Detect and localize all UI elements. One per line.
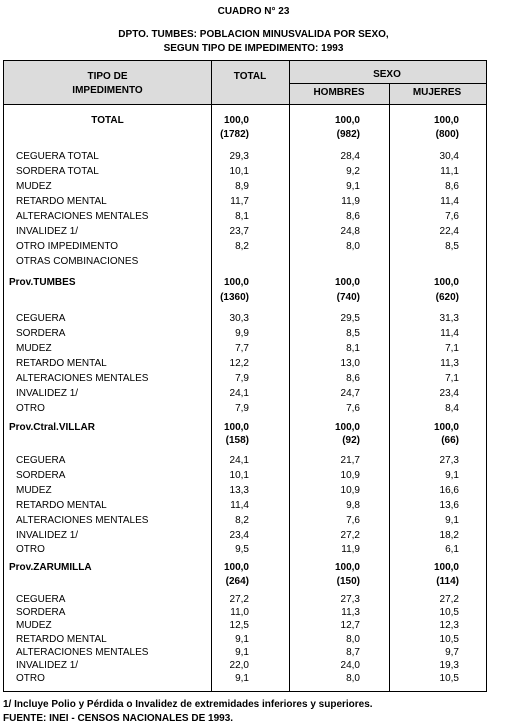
- table-row: [4, 239, 486, 254]
- table-row: [4, 371, 486, 386]
- cell-hombres: 9,1: [346, 181, 360, 192]
- table-row: [4, 483, 486, 498]
- section-abs-mujeres: (800): [435, 129, 459, 140]
- cell-mujeres: 11,4: [440, 328, 459, 339]
- cell-hombres: 8,1: [346, 343, 360, 354]
- cell-hombres: 12,7: [340, 620, 360, 631]
- cell-total: 11,7: [230, 196, 249, 207]
- cell-mujeres: 9,1: [445, 470, 459, 481]
- header-hombres: HOMBRES: [313, 87, 365, 98]
- table-row: [4, 401, 486, 416]
- cell-mujeres: 18,2: [439, 530, 459, 541]
- row-label: ALTERACIONES MENTALES: [16, 647, 149, 658]
- cell-hombres: 11,3: [341, 607, 360, 618]
- table-row: [4, 618, 486, 633]
- cell-hombres: 11,9: [341, 544, 360, 555]
- cell-hombres: 8,5: [346, 328, 360, 339]
- cell-total: 9,1: [235, 634, 249, 645]
- cell-hombres: 8,6: [346, 211, 360, 222]
- table-row: [4, 528, 486, 543]
- section-pct-mujeres: 100,0: [433, 115, 459, 126]
- section-abs-mujeres: (114): [436, 576, 459, 587]
- cell-hombres: 24,0: [340, 660, 360, 671]
- cell-total: 23,7: [229, 226, 249, 237]
- section-pct-mujeres: 100,0: [433, 562, 459, 573]
- section-abs-mujeres: (620): [435, 292, 459, 303]
- section-abs-row: [4, 127, 486, 142]
- cell-total: 7,7: [235, 343, 249, 354]
- row-label: ALTERACIONES MENTALES: [16, 515, 149, 526]
- cell-mujeres: 12,3: [439, 620, 459, 631]
- cuadro-number: CUADRO N° 23: [217, 6, 290, 17]
- cell-mujeres: 27,2: [439, 594, 459, 605]
- table-row: [4, 341, 486, 356]
- cell-mujeres: 10,5: [439, 634, 459, 645]
- cell-mujeres: 11,3: [440, 358, 459, 369]
- section-pct-total: 100,0: [223, 277, 249, 288]
- section-pct-hombres: 100,0: [334, 422, 360, 433]
- section-pct-total: 100,0: [223, 422, 249, 433]
- row-label: OTRO: [16, 544, 45, 555]
- table-row: [4, 671, 486, 686]
- cell-hombres: 10,9: [340, 485, 360, 496]
- cell-hombres: 9,8: [346, 500, 360, 511]
- cell-total: 7,9: [235, 373, 249, 384]
- row-label: SORDERA TOTAL: [16, 166, 99, 177]
- row-label: RETARDO MENTAL: [16, 634, 107, 645]
- section-title: Prov.ZARUMILLA: [9, 562, 92, 573]
- row-label: MUDEZ: [16, 181, 52, 192]
- header-tipo: [4, 70, 211, 98]
- section-abs-total: (1360): [220, 292, 249, 303]
- row-label: INVALIDEZ 1/: [16, 226, 79, 237]
- cell-hombres: 28,4: [340, 151, 360, 162]
- table-row: [4, 209, 486, 224]
- section-abs-hombres: (740): [336, 292, 360, 303]
- section-abs-hombres: (982): [336, 129, 360, 140]
- cell-total: 12,5: [229, 620, 249, 631]
- data-table: [3, 60, 487, 692]
- table-row: [4, 194, 486, 209]
- cell-total: 9,9: [235, 328, 249, 339]
- cell-total: 11,0: [230, 607, 249, 618]
- source-note: FUENTE: INEI - CENSOS NACIONALES DE 1993.: [3, 713, 234, 724]
- cell-hombres: 24,8: [340, 226, 360, 237]
- table-header: [4, 61, 486, 105]
- cell-mujeres: 10,5: [439, 673, 459, 684]
- cell-total: 24,1: [229, 455, 249, 466]
- cell-hombres: 7,6: [346, 403, 360, 414]
- section-abs-row: [4, 290, 486, 305]
- row-label: ALTERACIONES MENTALES: [16, 373, 149, 384]
- row-label: RETARDO MENTAL: [16, 196, 107, 207]
- row-label: SORDERA: [16, 470, 66, 481]
- table-row: [4, 356, 486, 371]
- cell-mujeres: 30,4: [439, 151, 459, 162]
- cell-total: 30,3: [229, 313, 249, 324]
- cell-total: 27,2: [229, 594, 249, 605]
- cell-hombres: 13,0: [340, 358, 360, 369]
- header-mujeres: MUJERES: [412, 87, 462, 98]
- cell-total: 12,2: [229, 358, 249, 369]
- header-tipo-line2: IMPEDIMENTO: [72, 85, 143, 96]
- section-abs-total: (158): [225, 435, 249, 446]
- cell-hombres: 21,7: [340, 455, 360, 466]
- cell-total: 24,1: [229, 388, 249, 399]
- header-tipo-line1: TIPO DE: [87, 71, 128, 82]
- table-row: [4, 311, 486, 326]
- section-title: Prov.Ctral.VILLAR: [9, 422, 95, 433]
- row-label: CEGUERA: [16, 594, 66, 605]
- cell-total: 13,3: [229, 485, 249, 496]
- cell-hombres: 8,6: [346, 373, 360, 384]
- cell-mujeres: 27,3: [439, 455, 459, 466]
- cell-hombres: 10,9: [340, 470, 360, 481]
- cell-total: 8,9: [235, 181, 249, 192]
- cell-hombres: 8,0: [346, 673, 360, 684]
- table-title-line1: DPTO. TUMBES: POBLACION MINUSVALIDA POR SEXO,: [118, 29, 389, 40]
- section-pct-hombres: 100,0: [334, 562, 360, 573]
- cell-mujeres: 6,1: [445, 544, 459, 555]
- cell-mujeres: 8,4: [445, 403, 459, 414]
- table-row: [4, 326, 486, 341]
- cell-hombres: 24,7: [340, 388, 360, 399]
- table-row: [4, 468, 486, 483]
- cell-hombres: 29,5: [340, 313, 360, 324]
- table-row: [4, 179, 486, 194]
- cell-total: 23,4: [229, 530, 249, 541]
- row-label: RETARDO MENTAL: [16, 500, 107, 511]
- table-row: [4, 453, 486, 468]
- cell-total: 9,5: [235, 544, 249, 555]
- table-row: [4, 498, 486, 513]
- section-abs-total: (1782): [220, 129, 249, 140]
- row-label: INVALIDEZ 1/: [16, 660, 79, 671]
- cell-mujeres: 31,3: [439, 313, 459, 324]
- row-label: MUDEZ: [16, 620, 52, 631]
- cell-hombres: 9,2: [346, 166, 360, 177]
- cell-total: 9,1: [235, 673, 249, 684]
- table-row: [4, 513, 486, 528]
- row-label: OTRO: [16, 673, 45, 684]
- cell-hombres: 11,9: [341, 196, 360, 207]
- cell-hombres: 8,0: [346, 634, 360, 645]
- cell-mujeres: 9,1: [445, 515, 459, 526]
- section-abs-mujeres: (66): [441, 435, 459, 446]
- section-header-row: [4, 560, 486, 575]
- table-row: [4, 164, 486, 179]
- section-abs-row: [4, 574, 486, 589]
- cell-mujeres: 19,3: [439, 660, 459, 671]
- row-label: MUDEZ: [16, 343, 52, 354]
- cell-total: 7,9: [235, 403, 249, 414]
- row-label: CEGUERA: [16, 455, 66, 466]
- section-title: Prov.TUMBES: [9, 277, 76, 288]
- cell-mujeres: 8,5: [445, 241, 459, 252]
- cell-total: 11,4: [230, 500, 249, 511]
- cell-total: 8,1: [235, 211, 249, 222]
- header-total: TOTAL: [233, 71, 267, 82]
- section-pct-total: 100,0: [223, 115, 249, 126]
- row-label: CEGUERA: [16, 313, 66, 324]
- cell-mujeres: 7,1: [445, 373, 459, 384]
- cell-hombres: 27,3: [340, 594, 360, 605]
- cell-mujeres: 11,4: [440, 196, 459, 207]
- cell-total: 22,0: [229, 660, 249, 671]
- row-label: INVALIDEZ 1/: [16, 388, 79, 399]
- table-row: [4, 149, 486, 164]
- table-row: [4, 254, 486, 269]
- section-pct-total: 100,0: [223, 562, 249, 573]
- section-pct-mujeres: 100,0: [433, 277, 459, 288]
- cell-mujeres: 22,4: [439, 226, 459, 237]
- section-pct-hombres: 100,0: [334, 115, 360, 126]
- cell-mujeres: 16,6: [439, 485, 459, 496]
- cell-total: 10,1: [229, 470, 249, 481]
- cell-mujeres: 8,6: [445, 181, 459, 192]
- row-label: ALTERACIONES MENTALES: [16, 211, 149, 222]
- header-sexo: SEXO: [373, 69, 401, 80]
- cell-hombres: 8,0: [346, 241, 360, 252]
- section-abs-total: (264): [225, 576, 249, 587]
- cell-mujeres: 7,6: [445, 211, 459, 222]
- row-label: CEGUERA TOTAL: [16, 151, 99, 162]
- section-abs-hombres: (150): [336, 576, 360, 587]
- table-row: [4, 386, 486, 401]
- cell-mujeres: 13,6: [439, 500, 459, 511]
- cell-mujeres: 7,1: [445, 343, 459, 354]
- cell-mujeres: 11,1: [440, 166, 459, 177]
- row-label: OTRAS COMBINACIONES: [16, 256, 139, 267]
- cell-total: 8,2: [235, 241, 249, 252]
- section-header-row: [4, 275, 486, 290]
- cell-total: 8,2: [235, 515, 249, 526]
- table-row: [4, 542, 486, 557]
- cell-total: 10,1: [229, 166, 249, 177]
- section-abs-hombres: (92): [342, 435, 360, 446]
- row-label: RETARDO MENTAL: [16, 358, 107, 369]
- table-row: [4, 224, 486, 239]
- section-abs-row: [4, 433, 486, 448]
- table-title-line2: SEGUN TIPO DE IMPEDIMENTO: 1993: [163, 43, 344, 54]
- cell-total: 9,1: [235, 647, 249, 658]
- cell-mujeres: 9,7: [445, 647, 459, 658]
- row-label: OTRO IMPEDIMENTO: [16, 241, 119, 252]
- section-pct-mujeres: 100,0: [433, 422, 459, 433]
- footnote: 1/ Incluye Polio y Pérdida o Invalidez de extremidades inferiores y superiores.: [3, 699, 373, 710]
- cell-mujeres: 10,5: [439, 607, 459, 618]
- row-label: SORDERA: [16, 607, 66, 618]
- cell-hombres: 27,2: [340, 530, 360, 541]
- row-label: MUDEZ: [16, 485, 52, 496]
- section-title: TOTAL: [91, 115, 124, 126]
- cell-mujeres: 23,4: [439, 388, 459, 399]
- row-label: OTRO: [16, 403, 45, 414]
- section-header-row: [4, 113, 486, 128]
- row-label: INVALIDEZ 1/: [16, 530, 79, 541]
- cell-hombres: 7,6: [346, 515, 360, 526]
- row-label: SORDERA: [16, 328, 66, 339]
- section-pct-hombres: 100,0: [334, 277, 360, 288]
- cell-hombres: 8,7: [346, 647, 360, 658]
- cell-total: 29,3: [229, 151, 249, 162]
